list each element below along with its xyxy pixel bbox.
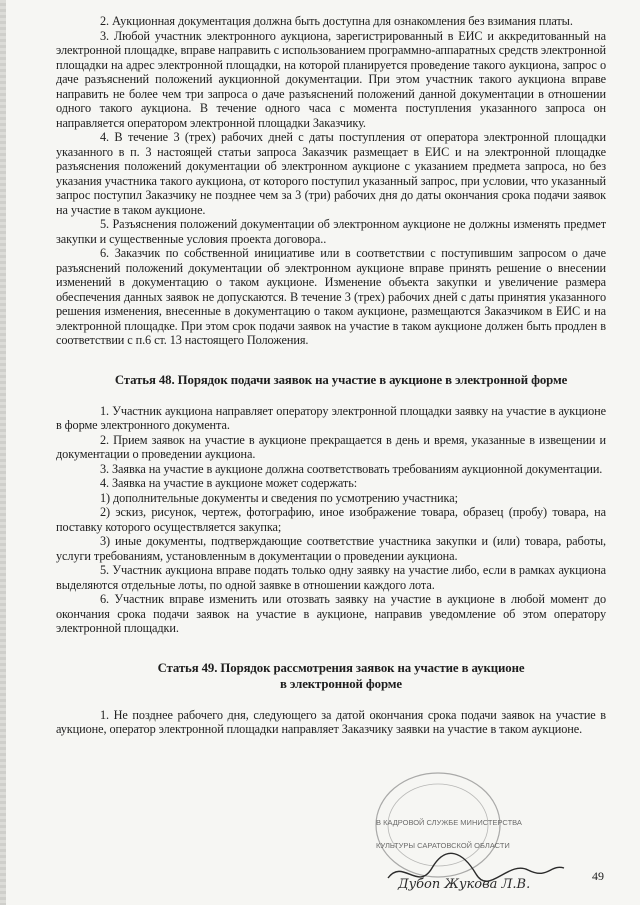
paragraph: 2. Аукционная документация должна быть доступна для ознакомления без взимания платы. [100,14,573,28]
stamp-text-line2: КУЛЬТУРЫ САРАТОВСКОЙ ОБЛАСТИ [376,841,510,850]
list-item: 2) эскиз, рисунок, чертеж, фотографию, иное изображение товара, образец (пробу) товара, на поставку которого осуществляется закупка; [56,505,606,534]
list-item: 3) иные документы, подтверждающие соответствие участника закупки и (или) товара, работы, услуги требованиям, установленным в документации о проведении аукциона. [56,534,606,563]
paragraph: 1. Участник аукциона направляет оператору электронной площадки заявку на участие в аукционе в форме электронного документа. [56,403,606,432]
paragraph: 4. В течение 3 (трех) рабочих дней с даты поступления от оператора электронной площадки указанного в п. 3 настоящей статьи запроса Заказчик размещает в ЕИС и на электронной площадке разъяснения положений документации об электронном аукционе с указанием предмета запроса, но без указания участника такого аукциона, от которого поступил указанный запрос, при условии, что указанный запрос поступил Заказчику не позднее чем за 3 (три) рабочих дня до даты окончания срока подачи заявок на участие в таком аукционе. [56,130,606,217]
document-page [56,14,606,737]
paragraph: 6. Заказчик по собственной инициативе или в соответствии с поступившим запросом о даче разъяснений положений документации об электронном аукционе вправе принять решение о внесении изменений в документацию о таком аукционе. Изменение объекта закупки и увеличение размера обеспечения данных заявок не допускаются. В течение 3 (трех) рабочих дней с даты принятия указанного решения изменения, внесенные в документацию о таком аукционе, размещаются Заказчиком в ЕИС и на электронной площадке. При этом срок подачи заявок на участие в таком аукционе должен быть продлен в соответствии с п.6 ст. 13 настоящего Положения. [56,246,606,347]
stamp-text-line1: В КАДРОВОЙ СЛУЖБЕ МИНИСТЕРСТВА [376,818,522,827]
page-number: 49 [592,869,604,883]
article-49-title-line2: в электронной форме [280,676,402,691]
paragraph: 5. Разъяснения положений документации об электронном аукционе не должны изменять предмет закупки и существенные условия проекта договора.. [56,217,606,246]
scan-edge [0,0,6,905]
paragraph: 3. Заявка на участие в аукционе должна соответствовать требованиям аукционной документации. [100,461,603,476]
list-item: 1) дополнительные документы и сведения по усмотрению участника; [100,490,458,505]
article-49-title-line1: Статья 49. Порядок рассмотрения заявок на участие в аукционе [157,660,525,675]
paragraph: 5. Участник аукциона вправе подать только одну заявку на участие либо, если в рамках аукциона выделяются отдельные лоты, по одной заявке в отношении каждого лота. [56,563,606,592]
signature: Дубоп Жукова Л.В. [398,877,531,892]
paragraph: 2. Прием заявок на участие в аукционе прекращается в день и время, указанные в извещении и документации о проведении аукциона. [56,432,606,461]
article-49-title [56,660,606,692]
certification-stamp [368,770,568,900]
paragraph: 3. Любой участник электронного аукциона, зарегистрированный в ЕИС и аккредитованный на электронной площадке, вправе направить с использованием программно-аппаратных средств электронной площадки на адрес электронной площадки, на которой планируется проведение такого аукциона, запрос о даче разъяснений положений аукционной документации. При этом участник такого аукциона вправе направить не более чем три запроса о даче разъяснений положений данной документации в отношении одного такого аукциона. В течение одного часа с момента поступления указанного запроса он направляется оператором электронной площадки Заказчику. [56,28,606,130]
paragraph: 6. Участник вправе изменить или отозвать заявку на участие в аукционе в любой момент до окончания срока подачи заявок на участие в аукционе, направив уведомление об этом оператору электронной площадки. [56,592,606,635]
paragraph: 4. Заявка на участие в аукционе может содержать: [100,476,358,490]
article-48-title: Статья 48. Порядок подачи заявок на участие в аукционе в электронной форме [114,372,568,387]
paragraph: 1. Не позднее рабочего дня, следующего за датой окончания срока подачи заявок на участие в аукционе, оператор электронной площадки направляет Заказчику заявки на участие в таком аукционе. [56,707,606,736]
